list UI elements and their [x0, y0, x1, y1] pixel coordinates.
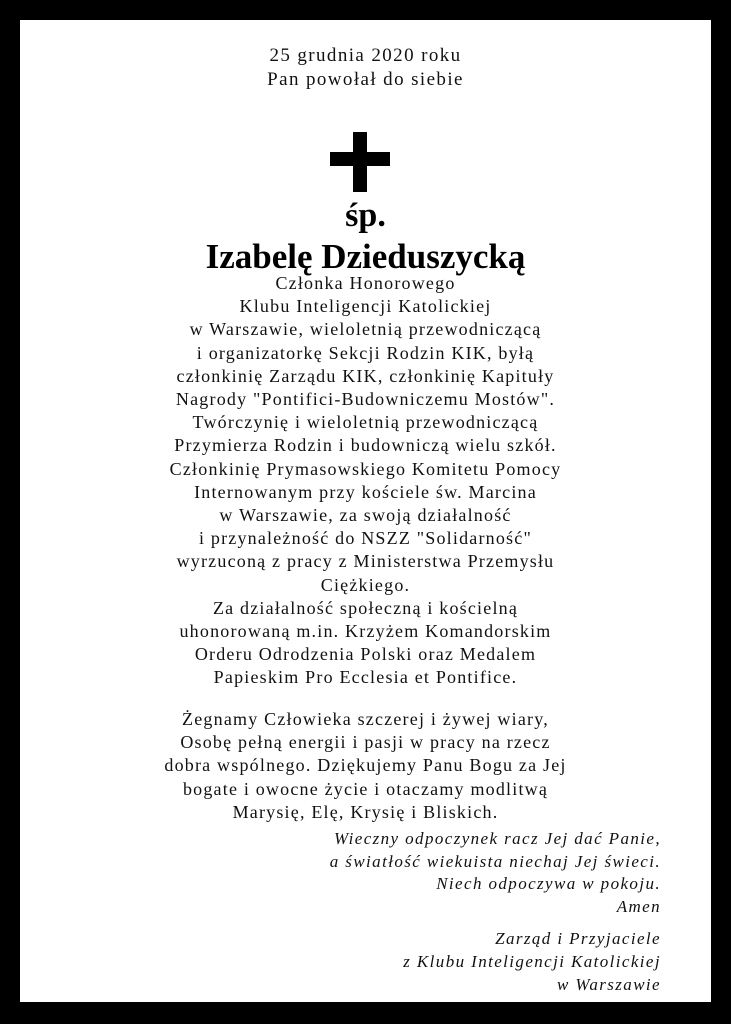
text-line: i przynależność do NSZZ "Solidarność" — [198, 528, 533, 549]
text-line: Przymierza Rodzin i budowniczą wielu szkół. — [174, 435, 557, 456]
text-line: dobra wspólnego. Dziękujemy Panu Bogu za Jej — [164, 755, 567, 776]
cross-icon — [330, 132, 390, 192]
text-line: Papieskim Pro Ecclesia et Pontifice. — [213, 667, 518, 688]
text-line: i organizatorkę Sekcji Rodzin KIK, byłą — [196, 342, 535, 363]
prayer-line: Wieczny odpoczynek racz Jej dać Panie, — [334, 829, 661, 848]
signature — [403, 927, 661, 996]
signature-line: w Warszawie — [556, 975, 661, 994]
prayer-line: a światłość wiekuista niechaj Jej świeci. — [329, 851, 661, 871]
text-line: Członka Honorowego — [275, 273, 456, 293]
text-line: Żegnamy Człowieka szczerej i żywej wiary, — [182, 709, 549, 729]
text-line: w Warszawie, za swoją działalność — [219, 505, 512, 526]
text-line: wyrzuconą z pracy z Ministerstwa Przemysłu — [176, 551, 555, 572]
obituary-card — [20, 20, 711, 1002]
text-line: Ciężkiego. — [320, 574, 411, 595]
signature-line: Zarząd i Przyjaciele — [495, 929, 661, 948]
signature-line: z Klubu Inteligencji Katolickiej — [403, 952, 661, 971]
text-line: Za działalność społeczną i kościelną — [212, 597, 519, 618]
name-prefix: śp. — [345, 197, 386, 234]
name-block — [20, 196, 711, 278]
text-line: bogate i owocne życie i otaczamy modlitwą — [182, 778, 549, 799]
prayer-line: Niech odpoczywa w pokoju. — [436, 874, 661, 894]
prayer-line: Amen — [616, 896, 661, 916]
farewell-paragraph — [20, 708, 711, 824]
prayer — [330, 828, 661, 918]
text-line: Twórczynię i wieloletnią przewodniczącą — [192, 412, 539, 433]
deceased-name: Izabelę Dzieduszycką — [205, 237, 526, 276]
text-line: uhonorowaną m.in. Krzyżem Komandorskim — [179, 621, 552, 642]
header — [20, 44, 711, 92]
text-line: Marysię, Elę, Krysię i Bliskich. — [232, 801, 499, 822]
death-date: 25 grudnia 2020 roku — [269, 45, 462, 66]
text-line: Orderu Odrodzenia Polski oraz Medalem — [194, 644, 537, 665]
text-line: Osobę pełną energii i pasji w pracy na rzecz — [180, 732, 551, 753]
header-line: Pan powołał do siebie — [267, 69, 464, 90]
biography-paragraph — [20, 272, 711, 690]
text-line: Członkinię Prymasowskiego Komitetu Pomocy — [169, 458, 562, 479]
text-line: członkinię Zarządu KIK, członkinię Kapituły — [176, 365, 555, 386]
text-line: Internowanym przy kościele św. Marcina — [194, 481, 537, 502]
text-line: Klubu Inteligencji Katolickiej — [239, 296, 492, 317]
text-line: Nagrody "Pontifici-Budowniczemu Mostów". — [175, 389, 556, 410]
text-line: w Warszawie, wieloletnią przewodniczącą — [189, 319, 542, 340]
